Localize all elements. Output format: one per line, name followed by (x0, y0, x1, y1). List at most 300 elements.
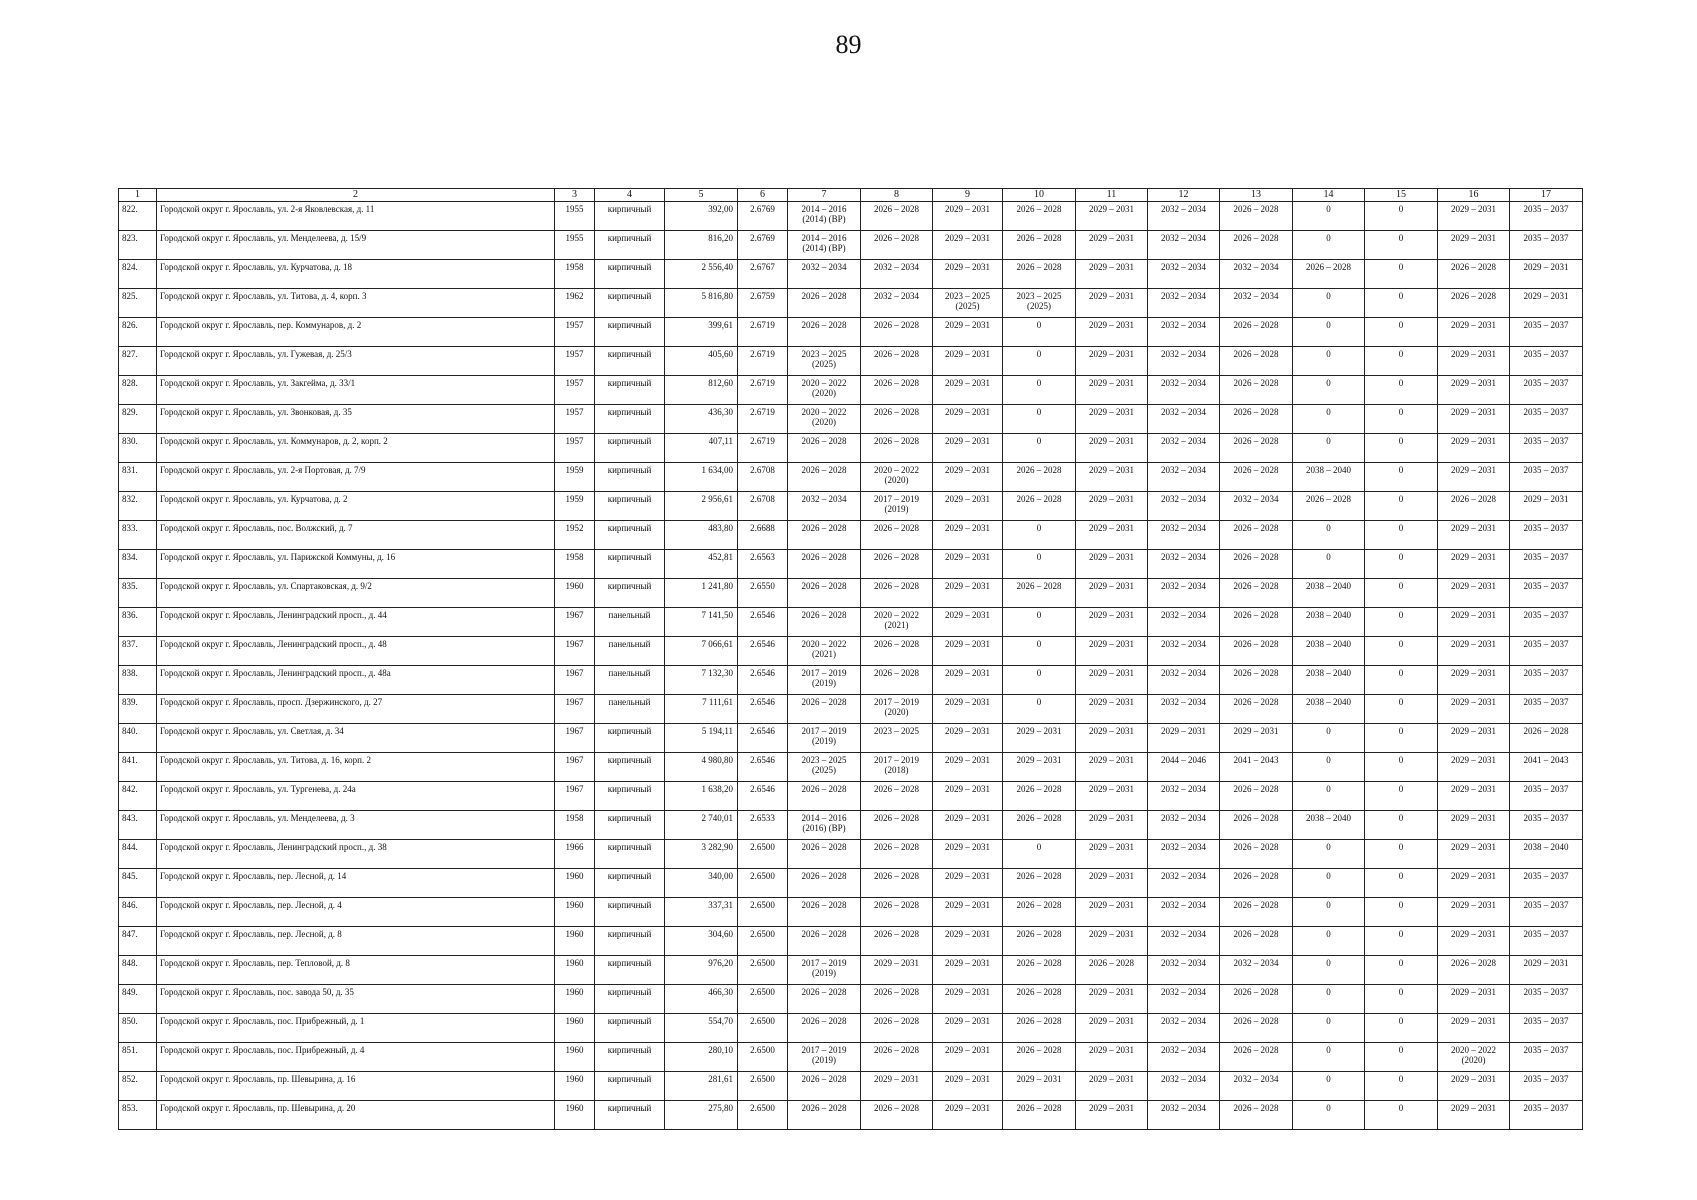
table-cell-col-17: 2035 – 2037 (1510, 1101, 1583, 1130)
table-cell-col-17: 2038 – 2040 (1510, 840, 1583, 869)
table-cell-col-7: 2026 – 2028 (788, 1014, 861, 1043)
table-cell-col-4: кирпичный (595, 376, 665, 405)
table-cell-col-2: Городской округ г. Ярославль, Ленинградский просп., д. 44 (157, 608, 555, 637)
table-cell-col-13: 2026 – 2028 (1220, 1043, 1293, 1072)
table-row (119, 202, 1583, 231)
table-cell-col-13: 2026 – 2028 (1220, 985, 1293, 1014)
table-cell-col-5: 452,81 (665, 550, 738, 579)
table-cell-col-17: 2035 – 2037 (1510, 376, 1583, 405)
column-header-6: 6 (738, 189, 788, 202)
table-cell-col-2: Городской округ г. Ярославль, ул. Тургенева, д. 24а (157, 782, 555, 811)
table-cell-col-4: кирпичный (595, 753, 665, 782)
table-cell-col-17: 2035 – 2037 (1510, 1014, 1583, 1043)
table-cell-col-16: 2029 – 2031 (1438, 753, 1510, 782)
table-cell-col-6: 2.6500 (738, 840, 788, 869)
table-cell-col-3: 1967 (555, 637, 595, 666)
column-header-1: 1 (119, 189, 157, 202)
table-cell-col-6: 2.6546 (738, 637, 788, 666)
table-cell-col-12: 2032 – 2034 (1148, 695, 1220, 724)
table-cell-col-4: кирпичный (595, 956, 665, 985)
table-cell-col-15: 0 (1365, 202, 1438, 231)
table-cell-col-12: 2032 – 2034 (1148, 782, 1220, 811)
table-cell-col-1: 847. (119, 927, 157, 956)
table-cell-col-15: 0 (1365, 376, 1438, 405)
table-cell-col-9: 2029 – 2031 (933, 434, 1003, 463)
table-cell-col-5: 280,10 (665, 1043, 738, 1072)
table-cell-col-5: 1 241,80 (665, 579, 738, 608)
table-cell-col-16: 2026 – 2028 (1438, 260, 1510, 289)
table-cell-col-1: 826. (119, 318, 157, 347)
table-cell-col-5: 405,60 (665, 347, 738, 376)
table-cell-col-1: 853. (119, 1101, 157, 1130)
table-cell-col-16: 2029 – 2031 (1438, 463, 1510, 492)
table-cell-col-17: 2035 – 2037 (1510, 666, 1583, 695)
column-header-15: 15 (1365, 189, 1438, 202)
table-cell-col-12: 2032 – 2034 (1148, 637, 1220, 666)
table-cell-col-8: 2023 – 2025 (861, 724, 933, 753)
table-cell-col-3: 1967 (555, 695, 595, 724)
table-cell-col-15: 0 (1365, 637, 1438, 666)
table-cell-col-15: 0 (1365, 492, 1438, 521)
table-cell-col-8: 2026 – 2028 (861, 666, 933, 695)
table-cell-col-11: 2026 – 2028 (1076, 956, 1148, 985)
table-cell-col-10: 2029 – 2031 (1003, 753, 1076, 782)
table-cell-col-12: 2032 – 2034 (1148, 1014, 1220, 1043)
table-cell-col-8: 2026 – 2028 (861, 637, 933, 666)
table-cell-col-12: 2032 – 2034 (1148, 492, 1220, 521)
table-cell-col-15: 0 (1365, 869, 1438, 898)
column-header-17: 17 (1510, 189, 1583, 202)
table-cell-col-11: 2029 – 2031 (1076, 985, 1148, 1014)
table-cell-col-2: Городской округ г. Ярославль, пос. Прибрежный, д. 1 (157, 1014, 555, 1043)
table-cell-col-6: 2.6769 (738, 202, 788, 231)
table-cell-col-15: 0 (1365, 550, 1438, 579)
table-cell-col-5: 2 556,40 (665, 260, 738, 289)
table-cell-col-10: 2026 – 2028 (1003, 985, 1076, 1014)
table-cell-col-17: 2035 – 2037 (1510, 811, 1583, 840)
table-cell-col-6: 2.6550 (738, 579, 788, 608)
table-cell-col-15: 0 (1365, 956, 1438, 985)
table-cell-col-11: 2029 – 2031 (1076, 1014, 1148, 1043)
table-cell-col-3: 1960 (555, 985, 595, 1014)
table-cell-col-14: 0 (1293, 521, 1365, 550)
table-cell-col-1: 828. (119, 376, 157, 405)
table-cell-col-7: 2020 – 2022 (2020) (788, 405, 861, 434)
table-cell-col-16: 2029 – 2031 (1438, 318, 1510, 347)
table-cell-col-1: 823. (119, 231, 157, 260)
table-cell-col-8: 2026 – 2028 (861, 347, 933, 376)
table-cell-col-6: 2.6500 (738, 869, 788, 898)
table-cell-col-7: 2026 – 2028 (788, 840, 861, 869)
table-cell-col-13: 2026 – 2028 (1220, 869, 1293, 898)
table-cell-col-2: Городской округ г. Ярославль, пос. Волжский, д. 7 (157, 521, 555, 550)
table-cell-col-4: кирпичный (595, 463, 665, 492)
table-cell-col-4: кирпичный (595, 724, 665, 753)
table-cell-col-10: 0 (1003, 434, 1076, 463)
table-cell-col-12: 2032 – 2034 (1148, 1072, 1220, 1101)
table-cell-col-8: 2026 – 2028 (861, 927, 933, 956)
table-cell-col-1: 850. (119, 1014, 157, 1043)
table-cell-col-11: 2029 – 2031 (1076, 347, 1148, 376)
table-cell-col-14: 0 (1293, 956, 1365, 985)
table-cell-col-1: 827. (119, 347, 157, 376)
table-cell-col-5: 392,00 (665, 202, 738, 231)
table-cell-col-8: 2032 – 2034 (861, 289, 933, 318)
table-cell-col-3: 1960 (555, 898, 595, 927)
table-cell-col-16: 2029 – 2031 (1438, 869, 1510, 898)
table-cell-col-4: кирпичный (595, 405, 665, 434)
table-row (119, 782, 1583, 811)
table-cell-col-6: 2.6500 (738, 898, 788, 927)
table-cell-col-1: 838. (119, 666, 157, 695)
table-cell-col-5: 5 816,80 (665, 289, 738, 318)
table-cell-col-6: 2.6719 (738, 347, 788, 376)
table-cell-col-12: 2032 – 2034 (1148, 927, 1220, 956)
table-cell-col-15: 0 (1365, 1101, 1438, 1130)
table-cell-col-3: 1960 (555, 956, 595, 985)
table-cell-col-8: 2017 – 2019 (2020) (861, 695, 933, 724)
table-cell-col-14: 0 (1293, 405, 1365, 434)
table-row (119, 231, 1583, 260)
table-cell-col-15: 0 (1365, 608, 1438, 637)
table-cell-col-5: 1 634,00 (665, 463, 738, 492)
table-cell-col-16: 2029 – 2031 (1438, 695, 1510, 724)
table-row (119, 898, 1583, 927)
table-cell-col-11: 2029 – 2031 (1076, 463, 1148, 492)
table-cell-col-13: 2026 – 2028 (1220, 1014, 1293, 1043)
table-cell-col-4: кирпичный (595, 231, 665, 260)
table-cell-col-14: 0 (1293, 1043, 1365, 1072)
table-cell-col-16: 2029 – 2031 (1438, 1014, 1510, 1043)
table-cell-col-11: 2029 – 2031 (1076, 637, 1148, 666)
table-cell-col-2: Городской округ г. Ярославль, пер. Лесной, д. 14 (157, 869, 555, 898)
table-cell-col-12: 2032 – 2034 (1148, 811, 1220, 840)
table-cell-col-9: 2029 – 2031 (933, 260, 1003, 289)
table-cell-col-10: 2026 – 2028 (1003, 898, 1076, 927)
table-cell-col-14: 0 (1293, 231, 1365, 260)
table-row (119, 318, 1583, 347)
table-cell-col-6: 2.6546 (738, 724, 788, 753)
table-cell-col-4: панельный (595, 666, 665, 695)
table-cell-col-17: 2035 – 2037 (1510, 608, 1583, 637)
table-cell-col-14: 0 (1293, 434, 1365, 463)
table-cell-col-7: 2023 – 2025 (2025) (788, 753, 861, 782)
table-cell-col-14: 2038 – 2040 (1293, 637, 1365, 666)
table-cell-col-4: кирпичный (595, 1014, 665, 1043)
table-cell-col-16: 2029 – 2031 (1438, 985, 1510, 1014)
table-cell-col-15: 0 (1365, 463, 1438, 492)
table-cell-col-14: 0 (1293, 289, 1365, 318)
table-cell-col-14: 2038 – 2040 (1293, 695, 1365, 724)
table-cell-col-10: 0 (1003, 521, 1076, 550)
table-cell-col-2: Городской округ г. Ярославль, пр. Шевырина, д. 16 (157, 1072, 555, 1101)
table-cell-col-17: 2035 – 2037 (1510, 231, 1583, 260)
table-cell-col-2: Городской округ г. Ярославль, пер. Коммунаров, д. 2 (157, 318, 555, 347)
table-row (119, 260, 1583, 289)
table-cell-col-12: 2032 – 2034 (1148, 956, 1220, 985)
table-cell-col-3: 1960 (555, 869, 595, 898)
table-cell-col-12: 2032 – 2034 (1148, 376, 1220, 405)
table-cell-col-13: 2026 – 2028 (1220, 521, 1293, 550)
table-cell-col-4: кирпичный (595, 579, 665, 608)
table-cell-col-14: 0 (1293, 753, 1365, 782)
table-cell-col-8: 2026 – 2028 (861, 1043, 933, 1072)
table-cell-col-14: 0 (1293, 985, 1365, 1014)
table-cell-col-10: 2026 – 2028 (1003, 492, 1076, 521)
table-cell-col-11: 2029 – 2031 (1076, 492, 1148, 521)
table-cell-col-17: 2035 – 2037 (1510, 202, 1583, 231)
table-cell-col-5: 2 740,01 (665, 811, 738, 840)
table-cell-col-16: 2029 – 2031 (1438, 724, 1510, 753)
table-cell-col-15: 0 (1365, 289, 1438, 318)
table-cell-col-14: 2026 – 2028 (1293, 260, 1365, 289)
table-cell-col-13: 2026 – 2028 (1220, 405, 1293, 434)
table-cell-col-10: 2026 – 2028 (1003, 463, 1076, 492)
column-header-12: 12 (1148, 189, 1220, 202)
table-cell-col-7: 2014 – 2016 (2014) (ВР) (788, 202, 861, 231)
table-cell-col-13: 2026 – 2028 (1220, 927, 1293, 956)
table-cell-col-8: 2026 – 2028 (861, 898, 933, 927)
table-cell-col-11: 2029 – 2031 (1076, 231, 1148, 260)
table-cell-col-17: 2035 – 2037 (1510, 869, 1583, 898)
table-cell-col-11: 2029 – 2031 (1076, 1072, 1148, 1101)
table-cell-col-7: 2026 – 2028 (788, 463, 861, 492)
table-cell-col-2: Городской округ г. Ярославль, ул. Менделеева, д. 3 (157, 811, 555, 840)
table-cell-col-16: 2026 – 2028 (1438, 289, 1510, 318)
table-cell-col-6: 2.6719 (738, 405, 788, 434)
page-number: 89 (835, 30, 862, 59)
table-cell-col-6: 2.6500 (738, 1014, 788, 1043)
table-cell-col-7: 2026 – 2028 (788, 985, 861, 1014)
table-cell-col-6: 2.6500 (738, 956, 788, 985)
table-cell-col-8: 2029 – 2031 (861, 1072, 933, 1101)
table-cell-col-15: 0 (1365, 811, 1438, 840)
table-cell-col-1: 852. (119, 1072, 157, 1101)
table-cell-col-2: Городской округ г. Ярославль, ул. Гужевая, д. 25/3 (157, 347, 555, 376)
table-cell-col-6: 2.6500 (738, 927, 788, 956)
table-cell-col-2: Городской округ г. Ярославль, ул. Курчатова, д. 18 (157, 260, 555, 289)
table-cell-col-8: 2026 – 2028 (861, 869, 933, 898)
table-cell-col-10: 2026 – 2028 (1003, 202, 1076, 231)
table-cell-col-7: 2026 – 2028 (788, 782, 861, 811)
table-cell-col-10: 0 (1003, 695, 1076, 724)
table-cell-col-17: 2035 – 2037 (1510, 347, 1583, 376)
table-cell-col-6: 2.6769 (738, 231, 788, 260)
table-cell-col-16: 2029 – 2031 (1438, 608, 1510, 637)
table-cell-col-8: 2017 – 2019 (2019) (861, 492, 933, 521)
table-cell-col-16: 2029 – 2031 (1438, 521, 1510, 550)
table-row (119, 1014, 1583, 1043)
table-cell-col-9: 2029 – 2031 (933, 318, 1003, 347)
column-header-16: 16 (1438, 189, 1510, 202)
table-cell-col-9: 2029 – 2031 (933, 550, 1003, 579)
table-cell-col-17: 2035 – 2037 (1510, 1043, 1583, 1072)
table-cell-col-15: 0 (1365, 1072, 1438, 1101)
table-cell-col-15: 0 (1365, 318, 1438, 347)
table-cell-col-4: кирпичный (595, 1043, 665, 1072)
table-cell-col-12: 2032 – 2034 (1148, 231, 1220, 260)
table-cell-col-15: 0 (1365, 521, 1438, 550)
table-cell-col-13: 2026 – 2028 (1220, 695, 1293, 724)
table-cell-col-11: 2029 – 2031 (1076, 550, 1148, 579)
table-cell-col-12: 2032 – 2034 (1148, 579, 1220, 608)
table-cell-col-9: 2029 – 2031 (933, 927, 1003, 956)
table-cell-col-6: 2.6500 (738, 985, 788, 1014)
table-cell-col-17: 2035 – 2037 (1510, 521, 1583, 550)
table-cell-col-3: 1955 (555, 231, 595, 260)
table-cell-col-14: 0 (1293, 898, 1365, 927)
table-cell-col-17: 2035 – 2037 (1510, 550, 1583, 579)
table-cell-col-12: 2032 – 2034 (1148, 434, 1220, 463)
table-cell-col-4: кирпичный (595, 1072, 665, 1101)
table-cell-col-13: 2032 – 2034 (1220, 956, 1293, 985)
table-cell-col-16: 2026 – 2028 (1438, 492, 1510, 521)
table-cell-col-14: 0 (1293, 202, 1365, 231)
table-cell-col-14: 0 (1293, 724, 1365, 753)
table-cell-col-3: 1960 (555, 1072, 595, 1101)
table-cell-col-17: 2035 – 2037 (1510, 985, 1583, 1014)
table-cell-col-4: кирпичный (595, 434, 665, 463)
table-cell-col-15: 0 (1365, 985, 1438, 1014)
table-cell-col-11: 2029 – 2031 (1076, 608, 1148, 637)
table-cell-col-2: Городской округ г. Ярославль, ул. Звонковая, д. 35 (157, 405, 555, 434)
table-cell-col-8: 2026 – 2028 (861, 579, 933, 608)
table-cell-col-11: 2029 – 2031 (1076, 811, 1148, 840)
table-cell-col-3: 1962 (555, 289, 595, 318)
table-cell-col-16: 2029 – 2031 (1438, 405, 1510, 434)
table-cell-col-6: 2.6500 (738, 1101, 788, 1130)
column-header-8: 8 (861, 189, 933, 202)
table-cell-col-16: 2029 – 2031 (1438, 898, 1510, 927)
table-cell-col-6: 2.6546 (738, 666, 788, 695)
table-cell-col-15: 0 (1365, 695, 1438, 724)
table-cell-col-2: Городской округ г. Ярославль, Ленинградский просп., д. 48а (157, 666, 555, 695)
table-cell-col-6: 2.6546 (738, 753, 788, 782)
table-cell-col-14: 2038 – 2040 (1293, 666, 1365, 695)
table-cell-col-7: 2026 – 2028 (788, 550, 861, 579)
table-cell-col-16: 2029 – 2031 (1438, 811, 1510, 840)
table-cell-col-3: 1967 (555, 724, 595, 753)
table-cell-col-16: 2029 – 2031 (1438, 1072, 1510, 1101)
table-cell-col-12: 2032 – 2034 (1148, 202, 1220, 231)
table-cell-col-15: 0 (1365, 753, 1438, 782)
table-cell-col-17: 2041 – 2043 (1510, 753, 1583, 782)
table-cell-col-11: 2029 – 2031 (1076, 260, 1148, 289)
table-row (119, 579, 1583, 608)
table-body (119, 189, 1583, 1130)
table-cell-col-17: 2035 – 2037 (1510, 434, 1583, 463)
table-cell-col-7: 2026 – 2028 (788, 869, 861, 898)
table-cell-col-16: 2029 – 2031 (1438, 347, 1510, 376)
table-cell-col-1: 848. (119, 956, 157, 985)
table-cell-col-4: кирпичный (595, 927, 665, 956)
table-cell-col-1: 841. (119, 753, 157, 782)
table-cell-col-10: 0 (1003, 840, 1076, 869)
column-header-11: 11 (1076, 189, 1148, 202)
table-cell-col-7: 2017 – 2019 (2019) (788, 724, 861, 753)
table-cell-col-6: 2.6719 (738, 318, 788, 347)
table-cell-col-12: 2032 – 2034 (1148, 521, 1220, 550)
table-cell-col-7: 2026 – 2028 (788, 521, 861, 550)
table-cell-col-17: 2035 – 2037 (1510, 898, 1583, 927)
column-header-14: 14 (1293, 189, 1365, 202)
table-cell-col-10: 0 (1003, 347, 1076, 376)
table-cell-col-1: 831. (119, 463, 157, 492)
table-cell-col-15: 0 (1365, 434, 1438, 463)
table-cell-col-13: 2032 – 2034 (1220, 492, 1293, 521)
table-cell-col-8: 2026 – 2028 (861, 434, 933, 463)
table-cell-col-2: Городской округ г. Ярославль, ул. Спартаковская, д. 9/2 (157, 579, 555, 608)
table-cell-col-3: 1957 (555, 434, 595, 463)
table-cell-col-16: 2029 – 2031 (1438, 637, 1510, 666)
table-cell-col-10: 2026 – 2028 (1003, 579, 1076, 608)
table-cell-col-15: 0 (1365, 782, 1438, 811)
table-cell-col-1: 851. (119, 1043, 157, 1072)
table-row (119, 376, 1583, 405)
table-cell-col-11: 2029 – 2031 (1076, 898, 1148, 927)
table-cell-col-16: 2029 – 2031 (1438, 782, 1510, 811)
table-cell-col-14: 0 (1293, 376, 1365, 405)
table-cell-col-10: 2026 – 2028 (1003, 956, 1076, 985)
table-cell-col-1: 846. (119, 898, 157, 927)
table-cell-col-1: 832. (119, 492, 157, 521)
table-cell-col-4: кирпичный (595, 811, 665, 840)
table-cell-col-8: 2032 – 2034 (861, 260, 933, 289)
table-cell-col-14: 0 (1293, 347, 1365, 376)
table-cell-col-3: 1960 (555, 1043, 595, 1072)
table-cell-col-8: 2026 – 2028 (861, 985, 933, 1014)
table-cell-col-4: панельный (595, 637, 665, 666)
table-cell-col-12: 2029 – 2031 (1148, 724, 1220, 753)
table-cell-col-8: 2026 – 2028 (861, 376, 933, 405)
table-cell-col-9: 2029 – 2031 (933, 231, 1003, 260)
table-cell-col-17: 2035 – 2037 (1510, 927, 1583, 956)
table-cell-col-13: 2026 – 2028 (1220, 318, 1293, 347)
table-cell-col-17: 2029 – 2031 (1510, 492, 1583, 521)
table-cell-col-6: 2.6708 (738, 463, 788, 492)
table-cell-col-7: 2026 – 2028 (788, 608, 861, 637)
table-cell-col-1: 837. (119, 637, 157, 666)
table-cell-col-14: 0 (1293, 1101, 1365, 1130)
table-cell-col-2: Городской округ г. Ярославль, ул. Курчатова, д. 2 (157, 492, 555, 521)
table-cell-col-4: кирпичный (595, 1101, 665, 1130)
table-cell-col-5: 466,30 (665, 985, 738, 1014)
table-cell-col-11: 2029 – 2031 (1076, 289, 1148, 318)
table-row (119, 956, 1583, 985)
table-cell-col-12: 2044 – 2046 (1148, 753, 1220, 782)
table-cell-col-9: 2029 – 2031 (933, 985, 1003, 1014)
table-cell-col-8: 2026 – 2028 (861, 318, 933, 347)
table-cell-col-8: 2020 – 2022 (2020) (861, 463, 933, 492)
table-cell-col-2: Городской округ г. Ярославль, ул. 2-я Яковлевская, д. 11 (157, 202, 555, 231)
table-cell-col-3: 1967 (555, 753, 595, 782)
table-cell-col-5: 7 066,61 (665, 637, 738, 666)
table-cell-col-2: Городской округ г. Ярославль, просп. Дзержинского, д. 27 (157, 695, 555, 724)
table-cell-col-11: 2029 – 2031 (1076, 869, 1148, 898)
table-cell-col-1: 839. (119, 695, 157, 724)
table-row (119, 434, 1583, 463)
table-cell-col-2: Городской округ г. Ярославль, ул. Закгейма, д. 33/1 (157, 376, 555, 405)
table-cell-col-15: 0 (1365, 724, 1438, 753)
table-cell-col-15: 0 (1365, 927, 1438, 956)
table-cell-col-5: 399,61 (665, 318, 738, 347)
table-cell-col-11: 2029 – 2031 (1076, 782, 1148, 811)
table-cell-col-15: 0 (1365, 1043, 1438, 1072)
table-cell-col-13: 2026 – 2028 (1220, 347, 1293, 376)
table-cell-col-2: Городской округ г. Ярославль, пос. Прибрежный, д. 4 (157, 1043, 555, 1072)
table-row (119, 724, 1583, 753)
table-cell-col-9: 2029 – 2031 (933, 695, 1003, 724)
